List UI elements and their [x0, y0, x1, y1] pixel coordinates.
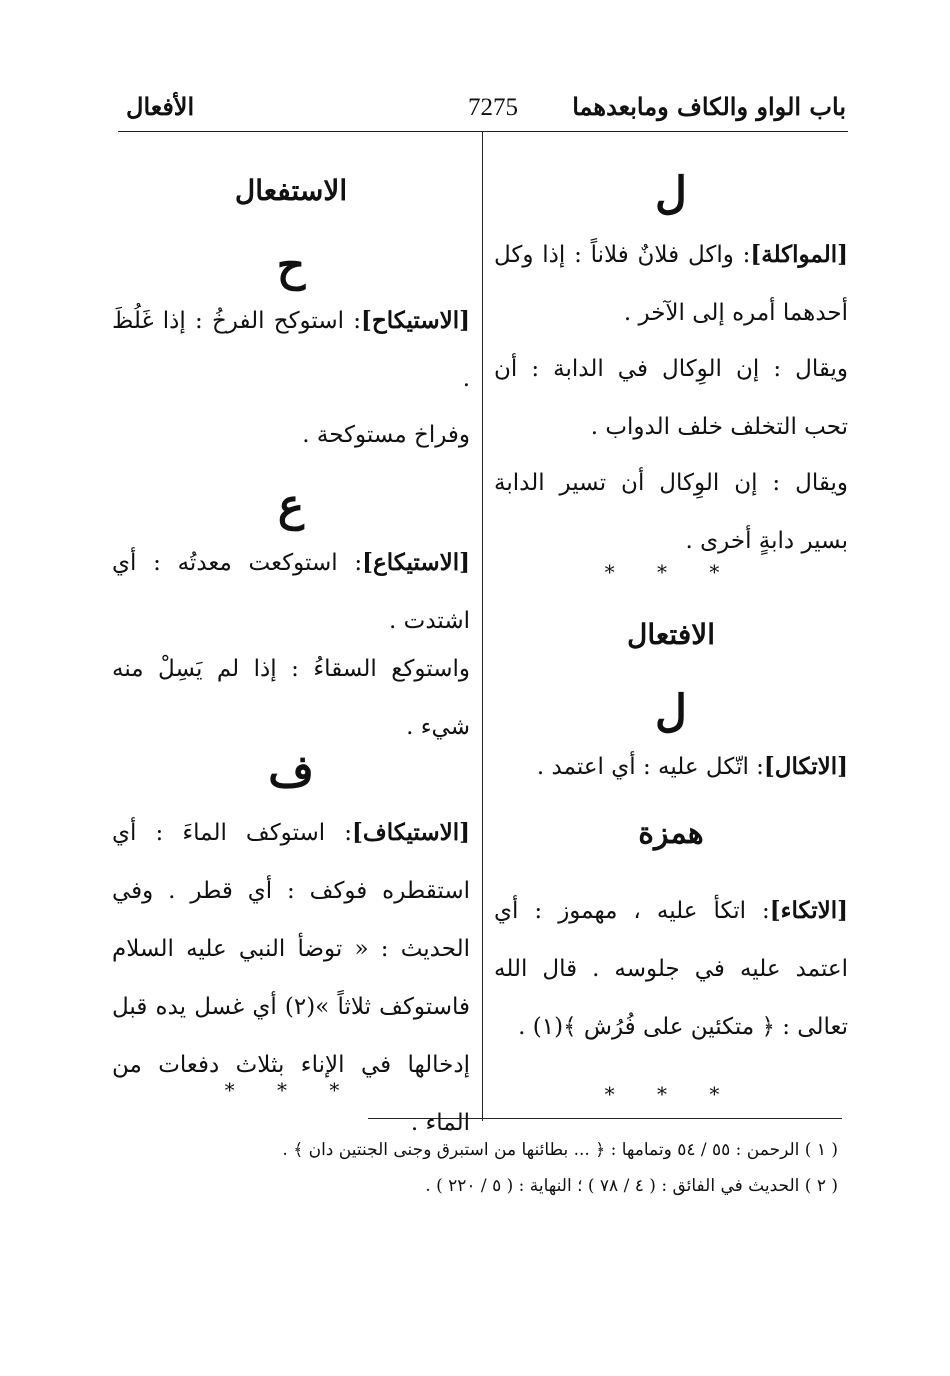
footnote-rule: [368, 1118, 842, 1119]
separator-stars: * * *: [604, 1082, 738, 1106]
entry-ittikaa: [494, 882, 848, 1056]
separator-stars: * * *: [224, 1078, 358, 1102]
entry-headword: [الاتكاء]: [769, 897, 848, 924]
page-number: 7275: [468, 94, 518, 121]
entry-headword: [المواكلة]: [750, 241, 848, 268]
section-heading-istifal: الاستفعال: [234, 174, 348, 207]
entry-headword: [الاستيكاع]: [362, 549, 470, 576]
entry-wikal-1: [494, 340, 848, 456]
entry-siqaa: [112, 640, 470, 756]
separator-stars: * * *: [604, 560, 738, 584]
entry-text: : اتكأ عليه ، مهموز : أي اعتمد عليه في جلوسه . قال الله تعالى : ﴿ متكئين على فُرُش ﴾(١) .: [494, 898, 848, 1040]
footnote-2: ( ٢ ) الحديث في الفائق : ( ٤ / ٧٨ ) ؛ النهاية : ( ٥ / ٢٢٠ ) .: [425, 1176, 838, 1196]
entry-text: : اتّكل عليه : أي اعتمد .: [536, 754, 764, 780]
entry-text: : استوكف الماءَ : أي استقطره فوكف : أي قطر . وفي الحديث : « توضأ النبي عليه السلام فاستوكف ثلاثاً »(٢) أي غسل يده قبل إدخالها في الإناء بثلاث دفعات من الماء .: [112, 820, 470, 1136]
entry-firakh: [112, 406, 470, 464]
section-heading-hamza: همزة: [638, 816, 704, 851]
entry-text: : استوكح الفرخُ : إذا غَلُظَ .: [112, 308, 470, 392]
entry-wikal-2: [494, 454, 848, 570]
entry-text: : استوكعت معدتُه : أي اشتدت .: [112, 550, 470, 634]
entry-headword: [الاتكال]: [763, 753, 848, 780]
entry-muwakala: [494, 226, 848, 342]
header-rule: [118, 131, 848, 132]
letter-heading-lam: ل: [655, 168, 687, 219]
footnote-1: ( ١ ) الرحمن : ٥٥ / ٥٤ وتمامها : ﴿ ... بطائنها من استبرق وجنى الجنتين دان ﴾ .: [282, 1140, 838, 1160]
column-divider: [482, 131, 483, 1121]
section-title: الأفعال: [126, 92, 195, 121]
entry-istikah: [112, 292, 470, 408]
letter-heading-ha: ح: [276, 240, 306, 291]
entry-headword: [الاستيكاف]: [352, 819, 470, 846]
letter-heading-ain: ع: [277, 480, 305, 531]
entry-text: ويقال : إن الوِكال أن تسير الدابة بسير دابةٍ أخرى .: [494, 470, 848, 554]
letter-heading-fa: ف: [268, 746, 314, 797]
section-heading-ifteal: الافتعال: [627, 618, 715, 651]
entry-text: وفراخ مستوكحة .: [302, 422, 470, 448]
entry-ittikal: [494, 738, 848, 796]
letter-heading-lam: ل: [655, 686, 687, 737]
entry-text: ويقال : إن الوِكال في الدابة : أن تحب التخلف خلف الدواب .: [494, 356, 848, 440]
entry-istikaa: [112, 534, 470, 650]
entry-text: واستوكع السقاءُ : إذا لم يَسِلْ منه شيء .: [112, 656, 470, 740]
entry-text: : واكل فلانٌ فلاناً : إذا وكل أحدهما أمره إلى الآخر .: [494, 242, 848, 326]
entry-headword: [الاستيكاح]: [361, 307, 470, 334]
chapter-title: باب الواو والكاف ومابعدهما: [572, 92, 846, 121]
